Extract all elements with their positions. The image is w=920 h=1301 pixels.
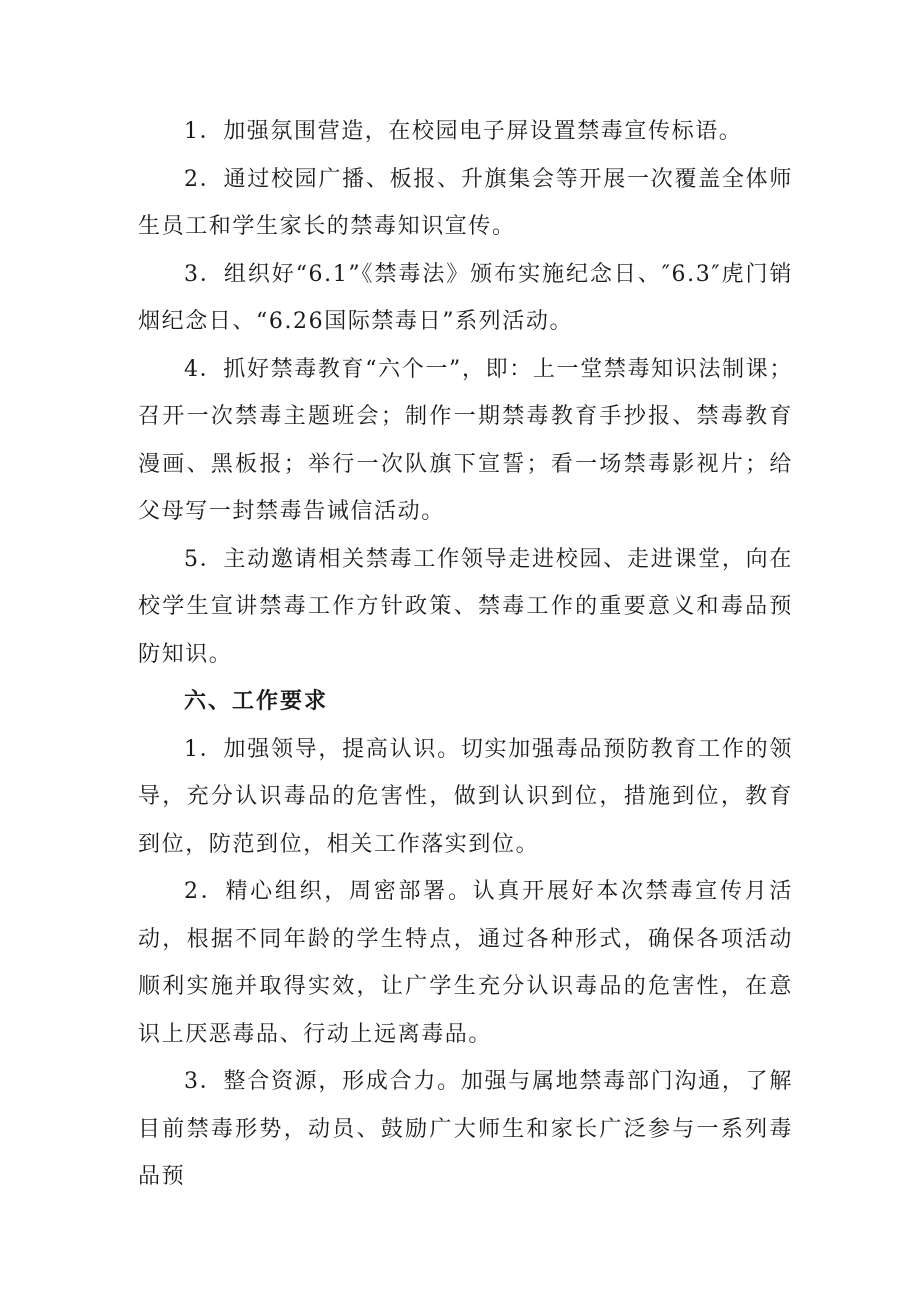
requirement-item-1: 1．加强领导，提高认识。切实加强毒品预防教育工作的领导，充分认识毒品的危害性，做到认识到位，措施到位，教育到位，防范到位，相关工作落实到位。 bbox=[138, 736, 793, 857]
requirement-item-3: 3．整合资源，形成合力。加强与属地禁毒部门沟通，了解目前禁毒形势，动员、鼓励广大师生和家长广泛参与一系列毒品预 bbox=[138, 1069, 793, 1189]
document-body bbox=[138, 108, 793, 1201]
measure-item-5: 5．主动邀请相关禁毒工作领导走进校园、走进课堂，向在校学生宣讲禁毒工作方针政策、禁毒工作的重要意义和毒品预防知识。 bbox=[138, 546, 793, 667]
measure-item-1: 1．加强氛围营造，在校园电子屏设置禁毒宣传标语。 bbox=[184, 119, 743, 144]
requirement-item-2: 2．精心组织，周密部署。认真开展好本次禁毒宣传月活动，根据不同年龄的学生特点，通过各种形式，确保各项活动顺利实施并取得实效，让广学生充分认识毒品的危害性，在意识上厌恶毒品、行动上远离毒品。 bbox=[138, 879, 793, 1047]
measure-item-3: 3．组织好“6.1”《禁毒法》颁布实施纪念日、″6.3″虎门销烟纪念日、“6.26国际禁毒日”系列活动。 bbox=[138, 261, 793, 334]
measure-item-4: 4．抓好禁毒教育“六个一”，即：上一堂禁毒知识法制课；召开一次禁毒主题班会；制作一期禁毒教育手抄报、禁毒教育漫画、黑板报；举行一次队旗下宣誓；看一场禁毒影视片；给父母写一封禁毒告诫信活动。 bbox=[138, 356, 793, 524]
measure-item-2: 2．通过校园广播、板报、升旗集会等开展一次覆盖全体师生员工和学生家长的禁毒知识宣传。 bbox=[138, 166, 793, 239]
section-heading-requirements: 六、工作要求 bbox=[184, 689, 329, 714]
